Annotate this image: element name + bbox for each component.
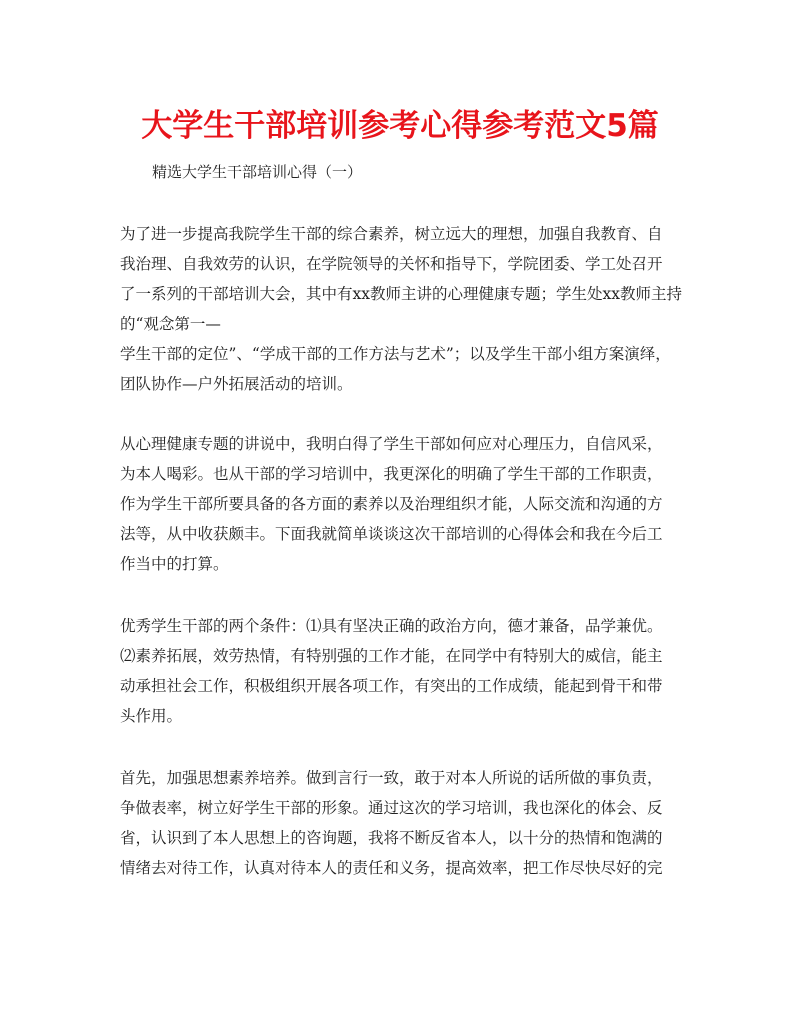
paragraph-3-line: 优秀学生干部的两个条件：⑴具有坚决正确的政治方向，德才兼备，品学兼优。 <box>120 617 663 635</box>
paragraph-3-line: ⑵素养拓展，效劳热情，有特别强的工作才能，在同学中有特别大的威信，能主 <box>120 647 663 665</box>
paragraph-4-line: 省，认识到了本人思想上的咨询题，我将不断反省本人，以十分的热情和饱满的 <box>120 829 663 847</box>
paragraph-4-line: 争做表率，树立好学生干部的形象。通过这次的学习培训，我也深化的体会、反 <box>120 799 663 817</box>
paragraph-1-line: 的“观念第一— <box>120 315 221 333</box>
document-subtitle: 精选大学生干部培训心得（一） <box>152 163 363 181</box>
paragraph-2-line: 为本人喝彩。也从干部的学习培训中，我更深化的明确了学生干部的工作职责， <box>120 465 663 483</box>
paragraph-1-line: 为了进一步提高我院学生干部的综合素养，树立远大的理想，加强自我教育、自 <box>120 225 663 243</box>
paragraph-3-line: 动承担社会工作，积极组织开展各项工作，有突出的工作成绩，能起到骨干和带 <box>120 677 663 695</box>
paragraph-2-line: 作为学生干部所要具备的各方面的素养以及治理组织才能，人际交流和沟通的方 <box>120 495 663 513</box>
paragraph-4-line: 情绪去对待工作，认真对待本人的责任和义务，提高效率，把工作尽快尽好的完 <box>120 859 663 877</box>
paragraph-1-line: 学生干部的定位”、“学成干部的工作方法与艺术”；以及学生干部小组方案演绎， <box>120 345 671 363</box>
paragraph-4-line: 首先，加强思想素养培养。做到言行一致，敢于对本人所说的话所做的事负责， <box>120 769 663 787</box>
paragraph-1-line: 团队协作—户外拓展活动的培训。 <box>120 375 353 393</box>
paragraph-2-line: 法等，从中收获颇丰。下面我就简单谈谈这次干部培训的心得体会和我在今后工 <box>120 525 663 543</box>
paragraph-1-line: 我治理、自我效劳的认识，在学院领导的关怀和指导下，学院团委、学工处召开 <box>120 255 663 273</box>
paragraph-2-line: 从心理健康专题的讲说中，我明白得了学生干部如何应对心理压力，自信风采， <box>120 435 663 453</box>
paragraph-2-line: 作当中的打算。 <box>120 555 229 573</box>
document-title: 大学生干部培训参考心得参考范文5篇 <box>141 108 659 144</box>
paragraph-3-line: 头作用。 <box>120 707 183 725</box>
paragraph-1-line: 了一系列的干部培训大会，其中有xx教师主讲的心理健康专题；学生处xx教师主持 <box>120 285 682 303</box>
